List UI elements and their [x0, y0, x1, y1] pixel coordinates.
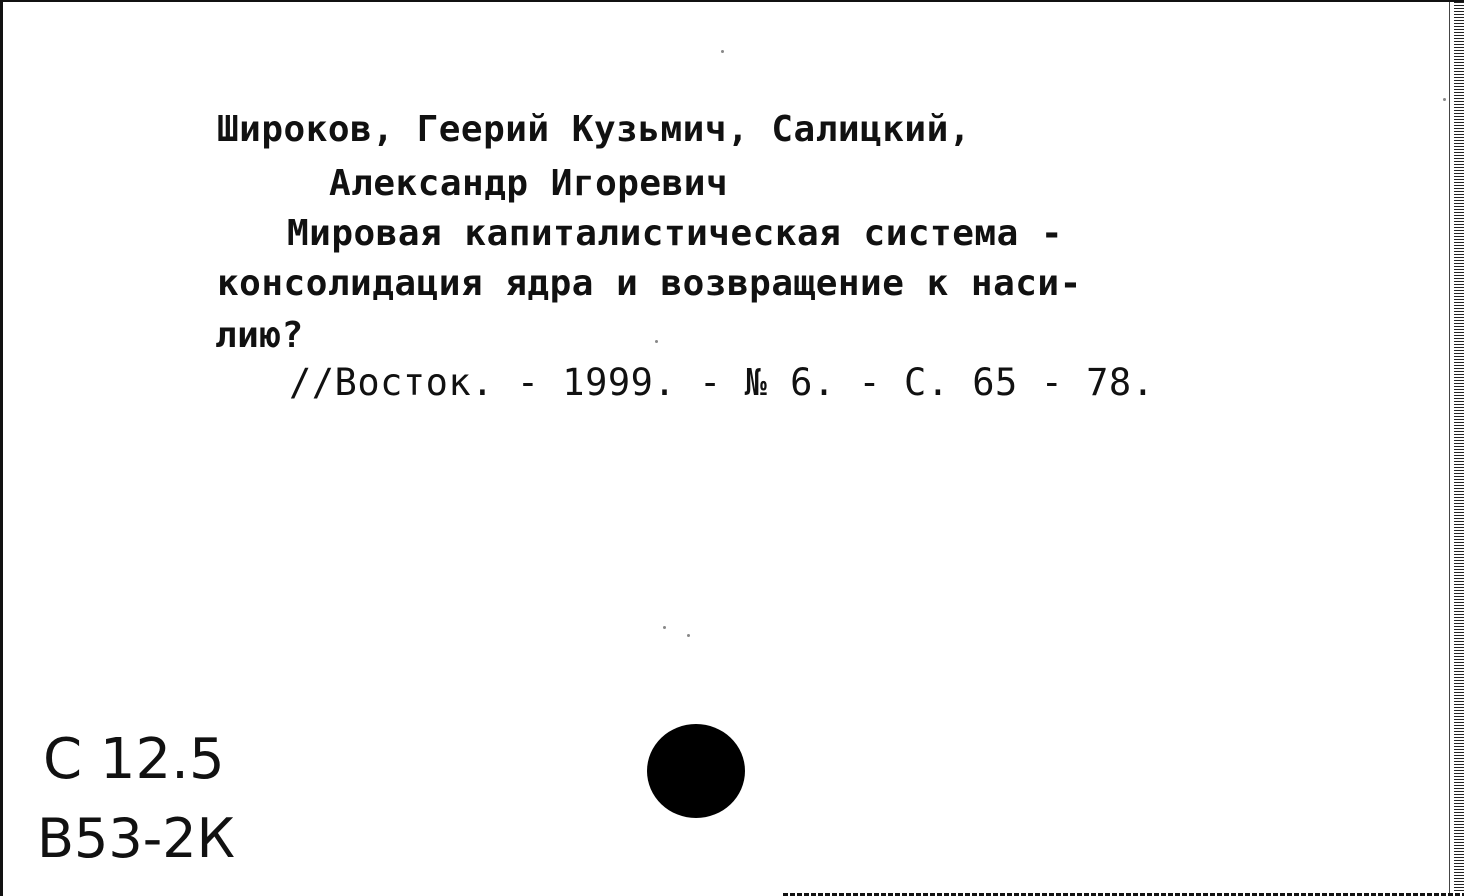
card-edge-line [1449, 2, 1450, 896]
speck [663, 626, 666, 629]
punch-hole-icon [647, 724, 745, 818]
card-edge-right [1454, 2, 1464, 896]
title-line-3: лию? [215, 315, 304, 356]
title-line-1: Мировая капиталистическая система - [287, 213, 1064, 254]
classification-code: С 12.5 [43, 727, 225, 792]
author-line-2: Александр Игоревич [329, 163, 729, 204]
call-number: В53-2К [37, 807, 235, 870]
source-line: //Восток. - 1999. - № 6. - С. 65 - 78. [289, 361, 1155, 404]
speck [1443, 98, 1446, 101]
author-line-1: Широков, Геерий Кузьмич, Салицкий, [217, 109, 971, 150]
speck [655, 340, 658, 343]
speck [687, 634, 690, 637]
speck [721, 50, 724, 53]
title-line-2: консолидация ядра и возвращение к наси- [217, 263, 1082, 304]
